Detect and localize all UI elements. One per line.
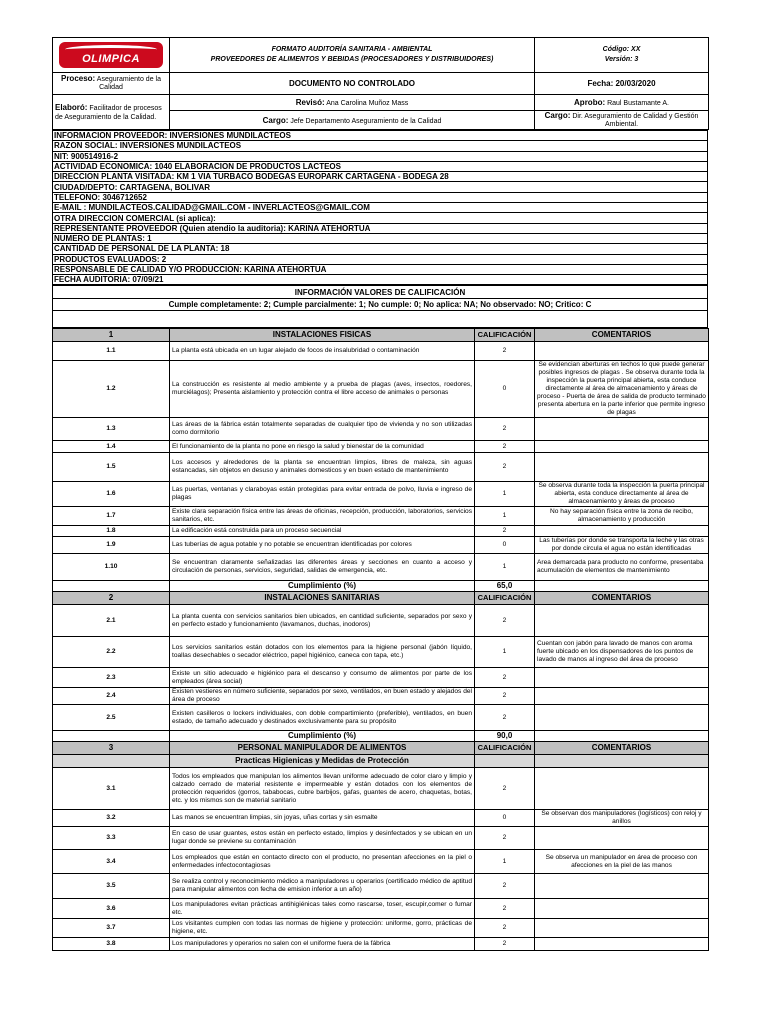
evaluation-row [53,705,709,731]
info-line [53,275,708,285]
item-number: 3.1 [53,768,170,810]
item-comment [535,899,709,919]
cumplimiento-label: Cumplimiento (%) [170,581,475,592]
item-score: 2 [475,919,535,938]
info-line [53,182,708,192]
evaluation-table [52,328,709,951]
item-criterion: La edificación está construida para un proceso secuencial [170,526,475,537]
section-title: INSTALACIONES SANITARIAS [170,592,475,605]
info-line [53,233,708,243]
evaluation-row [53,827,709,850]
evaluation-row [53,482,709,507]
item-criterion: En caso de usar guantes, estos están en perfecto estado, limpios y desinfectados y se ubican en un lugar donde se previene su contaminación [170,827,475,850]
info-line-text: FECHA AUDITORIA: 07/09/21 [53,275,708,285]
item-score: 0 [475,810,535,827]
olimpica-logo: OLIMPICA [59,42,163,68]
item-score: 2 [475,418,535,441]
item-number: 1.2 [53,361,170,418]
item-criterion: Existen vestieres en número suficiente, separados por sexo, ventilados, en buen estado y alejados del área de proceso [170,688,475,705]
info-line-text: RAZON SOCIAL: INVERSIONES MUNDILACTEOS [53,141,708,151]
form-code [535,38,709,73]
item-comment [535,688,709,705]
item-comment: Area demarcada para producto no conforme, presentaba acumulación de elementos de mantenimiento [535,554,709,581]
calificacion-title: INFORMACIÓN VALORES DE CALIFICACIÓN [53,286,708,299]
item-number: 1.3 [53,418,170,441]
item-score: 2 [475,938,535,951]
item-criterion: Se encuentran claramente señalizadas las diferentes áreas y secciones en cuanto a acceso y circulación de personas, servicios, seguridad, salidas de emergencia, etc. [170,554,475,581]
item-criterion: Las áreas de la fábrica están totalmente separadas de cualquier tipo de vivienda y no son utilizadas como dormitorio [170,418,475,441]
item-comment [535,342,709,361]
evaluation-row [53,637,709,668]
item-number: 2.1 [53,605,170,637]
item-criterion: Las tuberías de agua potable y no potable se encuentran identificadas por colores [170,537,475,554]
item-criterion: Los manipuladores evitan prácticas antihigiénicas tales como rascarse, toser, escupir,comer o fumar etc. [170,899,475,919]
item-number: 1.7 [53,507,170,526]
evaluation-row [53,605,709,637]
code-text: Código: XX [602,46,641,53]
comentarios-header: COMENTARIOS [535,329,709,342]
item-criterion: Los manipuladores y operarios no salen con el uniforme fuera de la fábrica [170,938,475,951]
item-number: 2.3 [53,668,170,688]
section-subtitle-row [53,755,709,768]
item-number: 1.6 [53,482,170,507]
doc-status: DOCUMENTO NO CONTROLADO [170,73,535,95]
logo [53,38,170,73]
evaluation-row [53,768,709,810]
item-number: 2.5 [53,705,170,731]
cumplimiento-row [53,731,709,742]
cargo-1-cell: Cargo: Jefe Departamento Aseguramiento de la Calidad [170,111,535,130]
evaluation-row [53,418,709,441]
cumplimiento-value: 65,0 [475,581,535,592]
item-criterion: El funcionamiento de la planta no pone en riesgo la salud y bienestar de la comunidad [170,441,475,453]
item-score: 2 [475,605,535,637]
item-comment: Se observan dos manipuladores (logísticos) con reloj y anillos [535,810,709,827]
section-header [53,329,709,342]
fecha: Fecha: 20/03/2020 [535,73,709,95]
info-line [53,223,708,233]
item-score: 1 [475,554,535,581]
section-title: INSTALACIONES FISICAS [170,329,475,342]
item-number: 2.4 [53,688,170,705]
elaboro-value: Facilitador de procesos de Aseguramiento de la Calidad. [55,104,162,121]
section-number: 3 [53,742,170,755]
item-score: 2 [475,705,535,731]
item-comment [535,441,709,453]
info-line-text: DIRECCION PLANTA VISITADA: KM 1 VIA TURBACO BODEGAS EUROPARK CARTAGENA - BODEGA 28 [53,172,708,182]
evaluation-row [53,850,709,874]
comentarios-header: COMENTARIOS [535,742,709,755]
item-score: 1 [475,850,535,874]
comentarios-header: COMENTARIOS [535,592,709,605]
item-criterion: La construcción es resistente al medio ambiente y a prueba de plagas (aves, insectos, roedores, murciélagos); Presenta aislamiento y protección contra el libre acceso de animales o personas [170,361,475,418]
info-line-text: E-MAIL : MUNDILACTEOS.CALIDAD@GMAIL.COM - INVERLACTEOS@GMAIL.COM [53,203,708,213]
evaluation-row [53,938,709,951]
item-score: 2 [475,526,535,537]
item-criterion: La planta cuenta con servicios sanitarios bien ubicados, en cantidad suficiente, separados por sexo y en perfecto estado y funcionamiento (lavamanos, duchas, inodoros) [170,605,475,637]
info-line-text: CIUDAD/DEPTO: CARTAGENA, BOLIVAR [53,182,708,192]
item-score: 2 [475,342,535,361]
item-number: 3.8 [53,938,170,951]
info-line [53,213,708,223]
item-score: 1 [475,482,535,507]
item-comment: No hay separación física entre la zona de recibo, almacenamiento y producción [535,507,709,526]
info-line [53,244,708,254]
provider-info-table [52,130,708,285]
audit-sheet [52,37,708,951]
item-criterion: Se realiza control y reconocimiento médico a manipuladores u operarios (certificado médico de aptitud para manipular alimentos con fecha de emision inferior a un año) [170,874,475,899]
elaboro-cell: Elaboró: Facilitador de procesos de Aseguramiento de la Calidad. [53,95,170,130]
item-comment [535,668,709,688]
evaluation-row [53,688,709,705]
section-header [53,592,709,605]
item-comment [535,605,709,637]
item-comment [535,768,709,810]
cumplimiento-value: 90,0 [475,731,535,742]
evaluation-row [53,507,709,526]
header-table [52,37,709,130]
info-line-text: PRODUCTOS EVALUADOS: 2 [53,254,708,264]
item-number: 3.4 [53,850,170,874]
item-comment: Se observa un manipulador en área de proceso con afecciones en la piel de las manos [535,850,709,874]
cargo-2-value: Dir. Aseguramiento de Calidad y Gestión Ambiental. [572,112,699,128]
item-score: 2 [475,899,535,919]
item-comment [535,453,709,482]
proceso-value: Aseguramiento de la Calidad [96,76,161,91]
item-number: 3.7 [53,919,170,938]
info-line-text: REPRESENTANTE PROVEEDOR (Quien atendio la auditoria): KARINA ATEHORTUA [53,223,708,233]
item-score: 2 [475,441,535,453]
calificacion-header: CALIFICACIÓN [475,329,535,342]
title-line-2: PROVEEDORES DE ALIMENTOS Y BEBIDAS (PROCESADORES Y DISTRIBUIDORES) [210,56,494,63]
evaluation-row [53,668,709,688]
item-criterion: Existe un sitio adecuado e higiénico para el descanso y consumo de alimentos por parte de los empleados (área social) [170,668,475,688]
info-line [53,192,708,202]
reviso-value: Ana Carolina Muñoz Mass [326,100,409,107]
section-title: PERSONAL MANIPULADOR DE ALIMENTOS [170,742,475,755]
info-line [53,172,708,182]
aprobo-value: Raul Bustamante A. [607,100,669,107]
item-criterion: Las manos se encuentran limpias, sin joyas, uñas cortas y sin esmalte [170,810,475,827]
item-number: 2.2 [53,637,170,668]
item-comment: Se observa durante toda la inspección la puerta principal abierta, esta conduce directamente al área de almacenamiento y áreas de proceso [535,482,709,507]
item-comment [535,526,709,537]
item-score: 1 [475,507,535,526]
item-number: 3.6 [53,899,170,919]
item-comment: Cuentan con jabón para lavado de manos con aroma fuerte ubicado en los dispensadores de los puntos de lavado de manos al ingreso del área de proceso [535,637,709,668]
item-score: 2 [475,688,535,705]
info-line-text: CANTIDAD DE PERSONAL DE LA PLANTA: 18 [53,244,708,254]
info-line-text: NIT: 900514916-2 [53,151,708,161]
info-line [53,254,708,264]
item-criterion: Existe clara separación física entre las áreas de oficinas, recepción, producción, laboratorios, servicios sanitarios, etc. [170,507,475,526]
info-line [53,141,708,151]
info-line [53,151,708,161]
info-line [53,161,708,171]
cumplimiento-row [53,581,709,592]
calificacion-table [52,285,708,328]
evaluation-row [53,537,709,554]
item-comment [535,874,709,899]
cargo-2-cell: Cargo: Dir. Aseguramiento de Calidad y Gestión Ambiental. [535,111,709,130]
evaluation-row [53,453,709,482]
cumplimiento-label: Cumplimiento (%) [170,731,475,742]
spacer-row [53,311,708,328]
form-title [170,38,535,73]
item-comment [535,827,709,850]
item-number: 1.5 [53,453,170,482]
item-comment: Las tuberías por donde se transporta la leche y las otras por donde circula el agua no están identificadas [535,537,709,554]
item-score: 2 [475,668,535,688]
item-comment [535,938,709,951]
item-criterion: Los servicios sanitarios están dotados con los elementos para la higiene personal (jabón líquido, toallas desechables o secador eléctrico, papel higiénico, caneca con tapa, etc.) [170,637,475,668]
reviso-cell: Revisó: Ana Carolina Muñoz Mass [170,95,535,111]
item-score: 2 [475,874,535,899]
evaluation-row [53,874,709,899]
item-number: 1.4 [53,441,170,453]
item-number: 1.9 [53,537,170,554]
evaluation-row [53,919,709,938]
item-criterion: Los visitantes cumplen con todas las normas de higiene y protección: uniforme, gorro, prácticas de higiene, etc. [170,919,475,938]
evaluation-row [53,441,709,453]
item-score: 1 [475,637,535,668]
item-number: 3.2 [53,810,170,827]
calificacion-header: CALIFICACIÓN [475,592,535,605]
item-comment: Se evidencian aberturas en techos lo que puede generar posibles ingresos de plagas . Se observa durante toda la inspección la puerta principal abierta, esta conduce directamente al área de almacenamiento y áreas de proceso - Puerta de área de salida de producto terminado presenta abertura en la parte inferior que permite ingreso de plagas [535,361,709,418]
evaluation-row [53,554,709,581]
item-comment [535,705,709,731]
item-criterion: Existen casilleros o lockers individuales, con doble compartimiento (preferible), ventilados, en buen estado, de tamaño adecuado y destinados exclusivamente para su propósito [170,705,475,731]
section-header [53,742,709,755]
item-score: 2 [475,768,535,810]
info-line [53,131,708,141]
info-line [53,203,708,213]
info-line-text: RESPONSABLE DE CALIDAD Y/O PRODUCCION: KARINA ATEHORTUA [53,264,708,274]
item-number: 1.1 [53,342,170,361]
cargo-1-value: Jefe Departamento Aseguramiento de la Calidad [290,117,442,125]
item-criterion: Los accesos y alrededores de la planta se encuentran limpios, libres de maleza, sin aguas estancadas, sin objetos en desuso y animales domesticos y en buen estado de mantenimiento [170,453,475,482]
item-score: 0 [475,537,535,554]
evaluation-row [53,526,709,537]
evaluation-row [53,342,709,361]
section-number: 2 [53,592,170,605]
evaluation-row [53,361,709,418]
item-criterion: Los empleados que están en contacto directo con el producto, no presentan afecciones en la piel o enfermedades infectocontagiosas [170,850,475,874]
section-number: 1 [53,329,170,342]
calificacion-legend: Cumple completamente: 2; Cumple parcialmente: 1; No cumple: 0; No aplica: NA; No observado: NO; Critico: C [53,299,708,311]
evaluation-row [53,810,709,827]
item-criterion: Todos los empleados que manipulan los alimentos llevan uniforme adecuado de color claro y limpio y calzado cerrado de material resistente e impermeable y están dotados con los elementos de protección requeridos (gorros, tababocas, cubre barbijos, gafas, guantes de acero, chaquetas, botas, etc. y los mismos son de material sanitario [170,768,475,810]
proceso-cell: Proceso: Aseguramiento de la Calidad [53,73,170,95]
item-score: 2 [475,453,535,482]
info-line [53,264,708,274]
version-text: Versión: 3 [604,56,639,63]
item-score: 0 [475,361,535,418]
info-line-text: INFORMACION PROVEEDOR: INVERSIONES MUNDILACTEOS [53,131,708,141]
section-subtitle: Practicas Higienicas y Medidas de Protección [170,755,475,768]
evaluation-row [53,899,709,919]
item-criterion: Las puertas, ventanas y claraboyas están protegidas para evitar entrada de polvo, lluvia e ingreso de plagas [170,482,475,507]
title-line-1: FORMATO AUDITORÍA SANITARIA - AMBIENTAL [271,46,433,53]
info-line-text: OTRA DIRECCION COMERCIAL (si aplica): [53,213,708,223]
item-number: 3.5 [53,874,170,899]
item-number: 1.8 [53,526,170,537]
item-criterion: La planta está ubicada en un lugar alejado de focos de insalubridad o contaminación [170,342,475,361]
calificacion-header: CALIFICACIÓN [475,742,535,755]
item-comment [535,418,709,441]
info-line-text: TELEFONO: 3046712652 [53,192,708,202]
info-line-text: NUMERO DE PLANTAS: 1 [53,233,708,243]
item-number: 3.3 [53,827,170,850]
aprobo-cell: Aprobo: Raul Bustamante A. [535,95,709,111]
item-comment [535,919,709,938]
item-number: 1.10 [53,554,170,581]
item-score: 2 [475,827,535,850]
info-line-text: ACTIVIDAD ECONOMICA: 1040 ELABORACION DE PRODUCTOS LACTEOS [53,161,708,171]
